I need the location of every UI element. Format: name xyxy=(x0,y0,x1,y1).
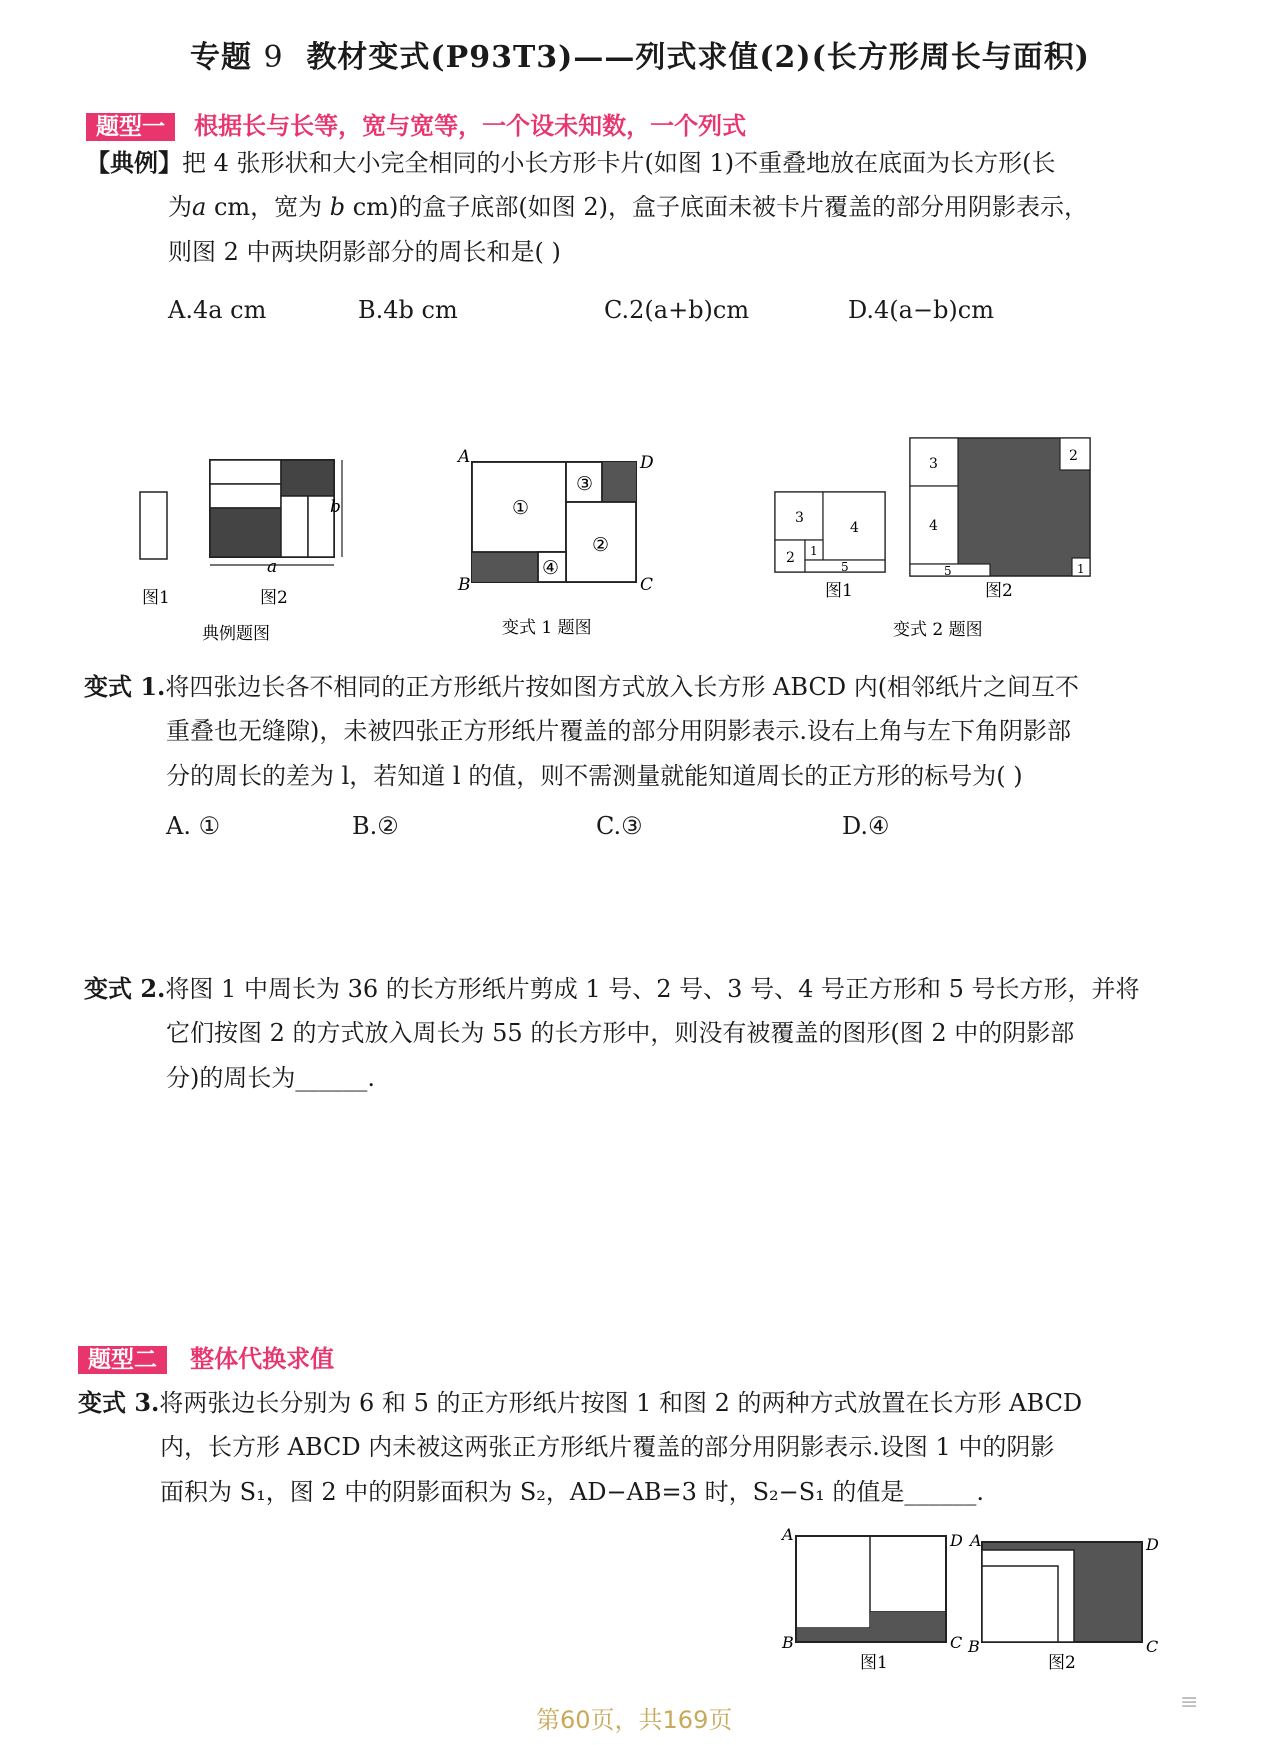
var2-fig-caption: 变式 2 题图 xyxy=(893,620,983,640)
type1-heading xyxy=(86,106,746,141)
var2-label: 变式 2. xyxy=(84,974,166,1003)
example-text-1: 把 4 张形状和大小完全相同的小长方形卡片(如图 1)不重叠地放在底面为长方形(长 xyxy=(182,149,1056,177)
svg-text:C: C xyxy=(1146,1637,1159,1656)
var1-option-c: C.③ xyxy=(596,812,643,840)
fig1-caption: 图1 xyxy=(142,588,170,608)
square-4-label: ④ xyxy=(542,557,560,579)
var1-line1: 变式 1.将四张边长各不相同的正方形纸片按如图方式放入长方形 ABCD 内(相邻纸片之间互不 xyxy=(84,672,1080,701)
example-figure xyxy=(120,440,360,660)
var3-line1: 变式 3.将两张边长分别为 6 和 5 的正方形纸片按图 1 和图 2 的两种方式放置在长方形 ABCD xyxy=(78,1388,1083,1417)
svg-text:4: 4 xyxy=(929,518,938,534)
var2-figure xyxy=(755,430,1135,650)
square-2-label: ② xyxy=(592,534,610,556)
svg-text:C: C xyxy=(950,1633,963,1652)
label-b: b xyxy=(330,497,341,517)
page-title xyxy=(190,32,1090,76)
var1-line3: 分的周长的差为 l，若知道 l 的值，则不需测量就能知道周长的正方形的标号为( ) xyxy=(166,762,1023,790)
type2-text: 整体代换求值 xyxy=(190,1345,335,1373)
svg-text:5: 5 xyxy=(944,564,952,578)
var3-fig2-caption: 图2 xyxy=(1048,1653,1076,1672)
var2-fig1-caption: 图1 xyxy=(825,581,853,601)
svg-text:1: 1 xyxy=(1077,562,1085,576)
example-option-c: C.2(a+b)cm xyxy=(604,296,750,324)
type1-text: 根据长与长等，宽与宽等，一个设未知数，一个列式 xyxy=(194,112,747,140)
type2-heading xyxy=(78,1339,334,1374)
type1-tag: 题型一 xyxy=(86,113,175,141)
fig2-caption: 图2 xyxy=(260,588,288,608)
var1-fig-caption: 变式 1 题图 xyxy=(502,618,592,638)
svg-text:5: 5 xyxy=(841,560,849,574)
var1-figure xyxy=(450,440,670,650)
svg-text:A: A xyxy=(970,1531,982,1550)
example-option-a: A.4a cm xyxy=(168,296,267,324)
var1-label: 变式 1. xyxy=(84,672,166,701)
svg-text:B: B xyxy=(782,1633,794,1652)
svg-text:4: 4 xyxy=(850,520,859,536)
title-number: 9 xyxy=(263,40,284,75)
svg-text:A: A xyxy=(782,1525,794,1544)
svg-text:D: D xyxy=(950,1531,963,1550)
var1-option-b: B.② xyxy=(352,812,399,840)
var3-fig1-square-5 xyxy=(870,1536,946,1612)
vertex-a: A xyxy=(458,447,471,467)
var1-option-a: A. ① xyxy=(166,812,221,840)
var1-option-d: D.④ xyxy=(842,812,890,840)
title-text: 教材变式(P93T3)——列式求值(2)(长方形周长与面积) xyxy=(306,40,1090,75)
square-1-label: ① xyxy=(512,497,530,519)
svg-text:D: D xyxy=(1146,1535,1159,1554)
example-fig-caption: 典例题图 xyxy=(202,624,270,644)
example-option-b: B.4b cm xyxy=(358,296,458,324)
label-a: a xyxy=(267,557,278,577)
page-footer: 第60页，共169页 xyxy=(536,1706,733,1734)
var2-line3: 分)的周长为______. xyxy=(166,1064,375,1092)
example-line2: 为a cm，宽为 b cm)的盒子底部(如图 2)，盒子底面未被卡片覆盖的部分用阴影表示， xyxy=(168,193,1088,221)
title-prefix: 专题 xyxy=(190,40,252,75)
svg-text:1: 1 xyxy=(810,544,818,558)
var2-fig2-caption: 图2 xyxy=(985,581,1013,601)
var3-line3: 面积为 S₁，图 2 中的阴影面积为 S₂，AD−AB=3 时，S₂−S₁ 的值是______. xyxy=(160,1478,985,1506)
vertex-d: D xyxy=(640,453,654,473)
shade-bottom-left xyxy=(210,508,281,557)
var3-fig2-square-5 xyxy=(982,1566,1058,1642)
var3-label: 变式 3. xyxy=(78,1388,160,1417)
svg-text:2: 2 xyxy=(1069,448,1078,464)
example-option-d: D.4(a−b)cm xyxy=(848,296,994,324)
example-line3: 则图 2 中两块阴影部分的周长和是( ) xyxy=(168,238,561,266)
shade-top-right xyxy=(281,460,334,496)
svg-text:2: 2 xyxy=(786,550,795,566)
var3-figure xyxy=(770,1522,1180,1672)
vertex-c: C xyxy=(640,575,654,595)
svg-text:B: B xyxy=(968,1637,980,1656)
shade-top-right xyxy=(602,462,636,502)
var2-line1: 变式 2.将图 1 中周长为 36 的长方形纸片剪成 1 号、2 号、3 号、4 号正方形和 5 号长方形，并将 xyxy=(84,974,1140,1003)
example-line1 xyxy=(86,140,1056,186)
type2-tag: 题型二 xyxy=(78,1346,167,1374)
svg-text:3: 3 xyxy=(795,510,804,526)
vertex-b: B xyxy=(458,575,471,595)
card-rect xyxy=(140,492,167,559)
example-label: 【典例】 xyxy=(86,148,182,177)
var3-fig1-caption: 图1 xyxy=(860,1653,888,1672)
var1-line2: 重叠也无缝隙)，未被四张正方形纸片覆盖的部分用阴影表示.设右上角与左下角阴影部 xyxy=(166,717,1071,745)
square-3-label: ③ xyxy=(576,473,594,495)
var3-line2: 内，长方形 ABCD 内未被这两张正方形纸片覆盖的部分用阴影表示.设图 1 中的阴影 xyxy=(160,1433,1055,1461)
var2-line2: 它们按图 2 的方式放入周长为 55 的长方形中，则没有被覆盖的图形(图 2 中的阴影部 xyxy=(166,1019,1075,1047)
menu-icon[interactable]: ≡ xyxy=(1180,1690,1199,1715)
svg-text:3: 3 xyxy=(929,456,938,472)
